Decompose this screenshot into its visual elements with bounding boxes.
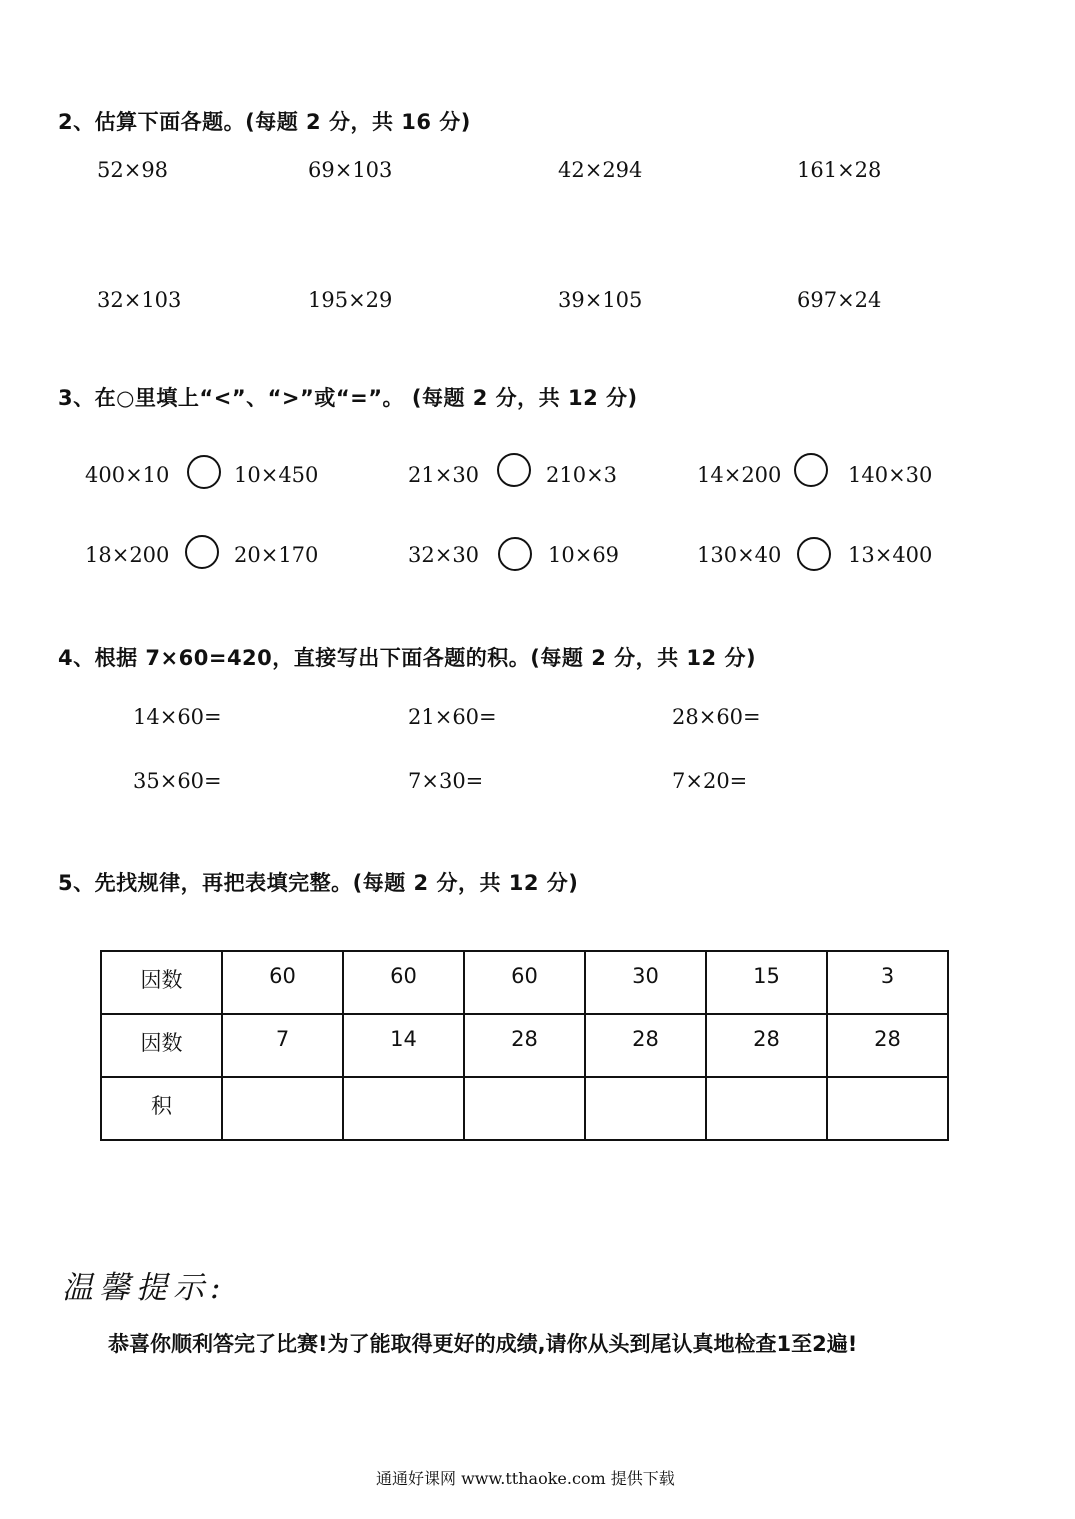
answer-cell[interactable] xyxy=(827,1077,948,1140)
q4-item: 35×60= xyxy=(133,769,222,793)
q2-heading: 2、估算下面各题。(每题 2 分，共 16 分) xyxy=(58,110,471,134)
q3-right-expr: 10×69 xyxy=(548,543,620,567)
q2-item: 195×29 xyxy=(308,288,393,312)
q3-left-expr: 400×10 xyxy=(85,463,170,487)
q3-right-expr: 13×400 xyxy=(848,543,933,567)
answer-cell[interactable] xyxy=(464,1077,585,1140)
compare-circle[interactable] xyxy=(497,453,531,487)
table-cell: 30 xyxy=(585,951,706,1014)
table-row xyxy=(101,1077,948,1140)
q3-left-expr: 18×200 xyxy=(85,543,170,567)
q3-left-expr: 32×30 xyxy=(408,543,480,567)
compare-circle[interactable] xyxy=(187,455,221,489)
q3-heading: 3、在○里填上“<”、“>”或“=”。 (每题 2 分，共 12 分) xyxy=(58,386,638,410)
table-cell: 28 xyxy=(585,1014,706,1077)
table-cell: 28 xyxy=(706,1014,827,1077)
q3-right-expr: 20×170 xyxy=(234,543,319,567)
table-cell: 60 xyxy=(343,951,464,1014)
q4-item: 7×30= xyxy=(408,769,484,793)
footer-source: 通通好课网 www.tthaoke.com 提供下载 xyxy=(376,1469,675,1488)
tip-title: 温馨提示: xyxy=(62,1270,227,1306)
q4-item: 28×60= xyxy=(672,705,761,729)
q3-left-expr: 130×40 xyxy=(697,543,782,567)
q2-item: 69×103 xyxy=(308,158,393,182)
row-label: 因数 xyxy=(101,1014,222,1077)
q3-left-expr: 14×200 xyxy=(697,463,782,487)
q3-right-expr: 210×3 xyxy=(546,463,618,487)
row-label: 积 xyxy=(101,1077,222,1140)
q3-right-expr: 10×450 xyxy=(234,463,319,487)
table-cell: 3 xyxy=(827,951,948,1014)
table-cell: 14 xyxy=(343,1014,464,1077)
compare-circle[interactable] xyxy=(794,453,828,487)
table-cell: 7 xyxy=(222,1014,343,1077)
table-row xyxy=(101,951,948,1014)
q3-right-expr: 140×30 xyxy=(848,463,933,487)
table-cell: 28 xyxy=(464,1014,585,1077)
compare-circle[interactable] xyxy=(797,537,831,571)
q4-heading: 4、根据 7×60=420，直接写出下面各题的积。(每题 2 分，共 12 分) xyxy=(58,646,757,670)
q3-left-expr: 21×30 xyxy=(408,463,480,487)
table-cell: 60 xyxy=(222,951,343,1014)
answer-cell[interactable] xyxy=(706,1077,827,1140)
row-label: 因数 xyxy=(101,951,222,1014)
q4-item: 7×20= xyxy=(672,769,748,793)
q4-item: 21×60= xyxy=(408,705,497,729)
compare-circle[interactable] xyxy=(185,535,219,569)
q4-item: 14×60= xyxy=(133,705,222,729)
answer-cell[interactable] xyxy=(343,1077,464,1140)
table-row xyxy=(101,1014,948,1077)
q2-item: 161×28 xyxy=(797,158,882,182)
table-cell: 15 xyxy=(706,951,827,1014)
pattern-table xyxy=(100,950,949,1141)
table-cell: 60 xyxy=(464,951,585,1014)
q2-item: 52×98 xyxy=(97,158,169,182)
answer-cell[interactable] xyxy=(585,1077,706,1140)
answer-cell[interactable] xyxy=(222,1077,343,1140)
q2-item: 697×24 xyxy=(797,288,882,312)
q2-item: 39×105 xyxy=(558,288,643,312)
q2-item: 42×294 xyxy=(558,158,643,182)
q2-item: 32×103 xyxy=(97,288,182,312)
compare-circle[interactable] xyxy=(498,537,532,571)
table-cell: 28 xyxy=(827,1014,948,1077)
q5-heading: 5、先找规律，再把表填完整。(每题 2 分，共 12 分) xyxy=(58,871,579,895)
tip-text: 恭喜你顺利答完了比赛!为了能取得更好的成绩,请你从头到尾认真地检查1至2遍! xyxy=(108,1332,858,1356)
